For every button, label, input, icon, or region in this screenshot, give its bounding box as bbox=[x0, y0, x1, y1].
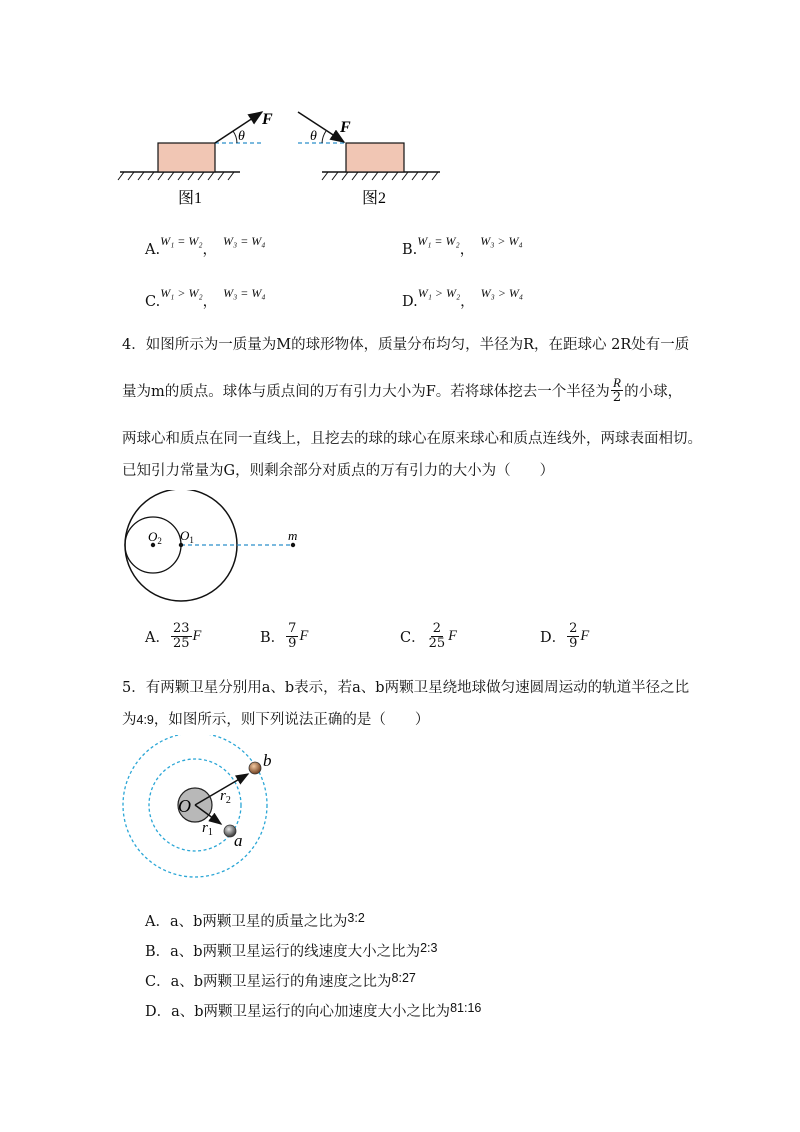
q5-line-2: 为4:9，如图所示，则下列说法正确的是（ ） bbox=[122, 712, 430, 728]
q4-line-1: 4．如图所示为一质量为M的球形物体，质量分布均匀，半径为R，在距球心 2R处有一质 bbox=[122, 337, 690, 353]
r2-label: r bbox=[220, 788, 226, 804]
q5-option-d: D．a、b两颗卫星运行的向心加速度大小之比为81:16 bbox=[145, 1001, 482, 1020]
a-label: a bbox=[234, 831, 243, 850]
q3-option-d: D.$^{W_1 > W_2}$，$^{W_3 > W_4}$ bbox=[402, 286, 524, 310]
q4-option-c: C． $\frac{2}{25}$ F bbox=[400, 621, 458, 651]
q4-option-d: D． $\frac{2}{9}$ F bbox=[540, 621, 590, 651]
figure-caption: 图2 bbox=[362, 190, 387, 207]
q3-option-b: B.$^{W_1 = W_2}$，$^{W_3 > W_4}$ bbox=[402, 234, 523, 258]
o2-label: O bbox=[148, 529, 158, 544]
svg-text:r1: $r_1$ bbox=[202, 820, 213, 838]
svg-text:r2: $r_2$ bbox=[220, 788, 231, 806]
sphere-figure bbox=[110, 490, 330, 610]
q3-option-c: C.$^{W_1 > W_2}$，$^{W_3 = W_4}$ bbox=[145, 286, 266, 310]
m-label: m bbox=[288, 528, 298, 543]
orbit-figure bbox=[110, 735, 290, 885]
o1-label: O bbox=[180, 528, 190, 543]
q5-option-b: B．a、b两颗卫星运行的线速度大小之比为2:3 bbox=[145, 941, 438, 960]
q5-line-1: 5．有两颗卫星分别用a、b表示，若a、b两颗卫星绕地球做匀速圆周运动的轨道半径之比 bbox=[122, 680, 690, 696]
force-label: F bbox=[340, 119, 351, 136]
earth-label: O bbox=[178, 796, 191, 816]
q4-option-b: B． $\frac{7}{9}$ F bbox=[260, 621, 309, 651]
block bbox=[158, 143, 215, 172]
b-label: b bbox=[263, 751, 272, 770]
angle-label: θ bbox=[310, 129, 317, 144]
q4-option-a: A． $\frac{23}{25}$ F bbox=[145, 621, 202, 651]
fraction-r-over-2: $\frac{R}{2}$ bbox=[612, 375, 622, 405]
figure-1 bbox=[118, 111, 273, 207]
q5-option-c: C．a、b两颗卫星运行的角速度之比为8:27 bbox=[145, 971, 416, 990]
force-figures bbox=[0, 0, 800, 215]
r1-label: r bbox=[202, 820, 208, 836]
figure-2 bbox=[298, 112, 440, 207]
block bbox=[346, 143, 404, 172]
q4-line-3: 两球心和质点在同一直线上，且挖去的球的球心在原来球心和质点连线外，两球表面相切。 bbox=[122, 431, 702, 447]
q5-option-a: A．a、b两颗卫星的质量之比为3:2 bbox=[145, 911, 365, 930]
svg-text:O1: $O_1$ bbox=[180, 528, 194, 545]
q4-line-4: 已知引力常量为G，则剩余部分对质点的万有引力的大小为（ ） bbox=[122, 463, 555, 479]
angle-label: θ bbox=[238, 129, 245, 144]
satellite-b bbox=[249, 762, 261, 774]
q4-line-2: 量为m的质点。球体与质点间的万有引力大小为F。若将球体挖去一个半径为 $\frac{R}{2}$ 的小球， bbox=[122, 375, 683, 405]
force-label: F bbox=[262, 111, 273, 128]
svg-text:O2: $O_2$ bbox=[148, 529, 162, 546]
q3-option-a: A.$^{W_1 = W_2}$，$^{W_3 = W_4}$ bbox=[145, 234, 266, 258]
figure-caption: 图1 bbox=[178, 190, 203, 207]
force-arrow bbox=[298, 112, 344, 142]
